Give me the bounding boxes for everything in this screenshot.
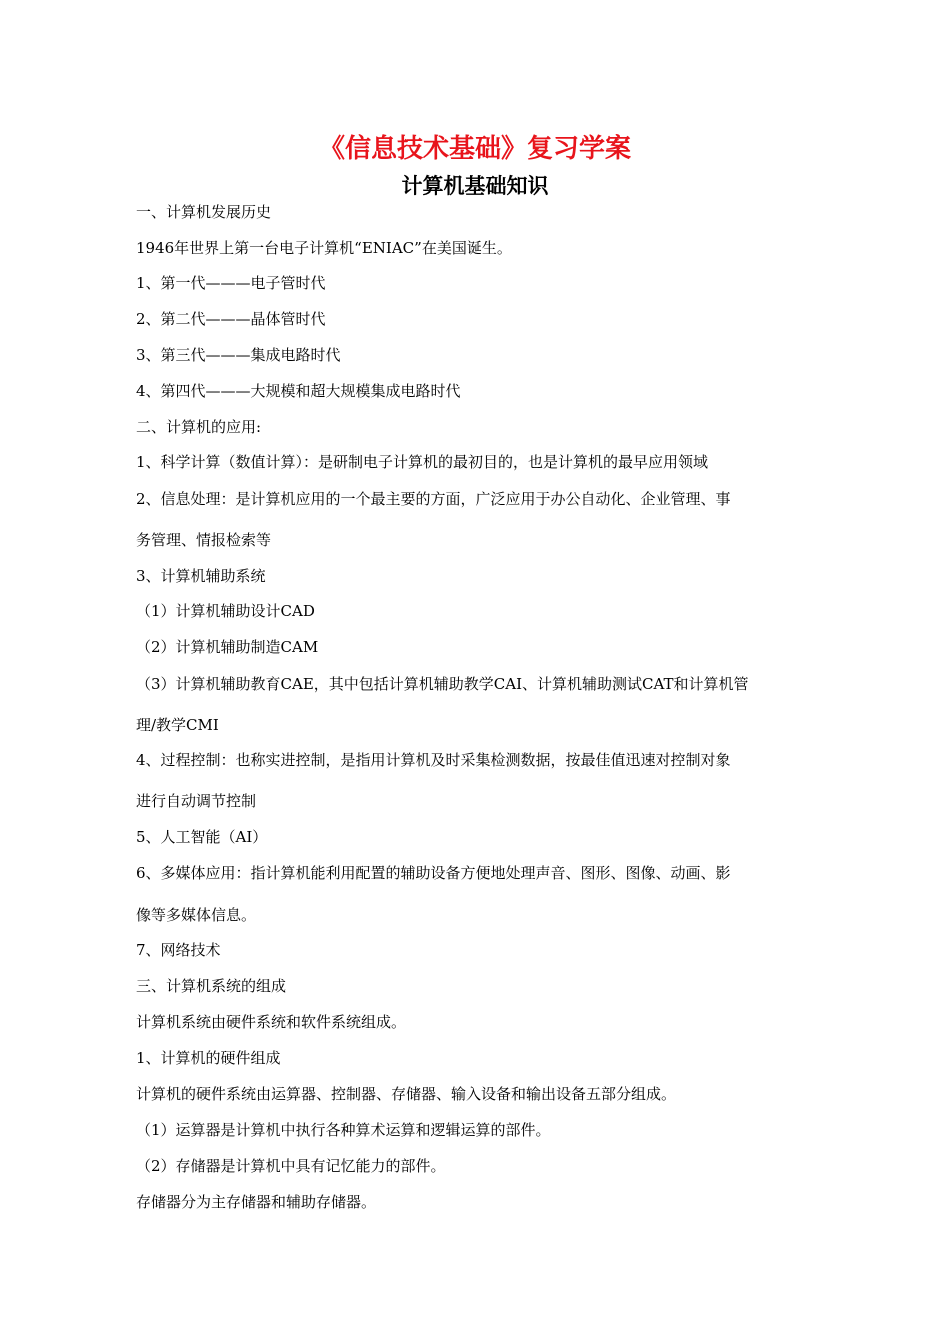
list-item-hardware: 1、计算机的硬件组成: [136, 1049, 281, 1067]
section-heading-system-composition: 三、计算机系统的组成: [136, 977, 287, 995]
list-item-gen-3: 3、第三代———集成电路时代: [136, 346, 341, 364]
list-item-gen-2: 2、第二代———晶体管时代: [136, 310, 326, 328]
list-item-gen-1: 1、第一代———电子管时代: [136, 274, 326, 292]
list-item-scientific-computing: 1、科学计算（数值计算）：是研制电子计算机的最初目的，也是计算机的最早应用领域: [136, 453, 709, 471]
paragraph-system-composition: 计算机系统由硬件系统和软件系统组成。: [136, 1013, 407, 1031]
list-item-multimedia-cont: 像等多媒体信息。: [136, 906, 257, 924]
sub-item-memory: （2）存储器是计算机中具有记忆能力的部件。: [136, 1157, 446, 1175]
paragraph-hardware-components: 计算机的硬件系统由运算器、控制器、存储器、输入设备和输出设备五部分组成。: [136, 1085, 677, 1103]
list-item-information-processing-cont: 务管理、情报检索等: [136, 531, 272, 549]
list-item-process-control: 4、过程控制：也称实进控制，是指用计算机及时采集检测数据，按最佳值迅速对控制对象: [136, 751, 731, 769]
sub-item-cae: （3）计算机辅助教育CAE，其中包括计算机辅助教学CAI、计算机辅助测试CAT和计算机管: [136, 675, 749, 693]
sub-item-cam: （2）计算机辅助制造CAM: [136, 638, 319, 656]
list-item-multimedia: 6、多媒体应用：指计算机能利用配置的辅助设备方便地处理声音、图形、图像、动画、影: [136, 864, 731, 882]
section-heading-applications: 二、计算机的应用:: [136, 418, 262, 436]
paragraph-memory-types: 存储器分为主存储器和辅助存储器。: [136, 1193, 377, 1211]
list-item-network: 7、网络技术: [136, 941, 221, 959]
section-heading-history: 一、计算机发展历史: [136, 203, 272, 221]
list-item-process-control-cont: 进行自动调节控制: [136, 792, 257, 810]
list-item-ai: 5、人工智能（AI）: [136, 828, 268, 846]
paragraph-eniac: 1946年世界上第一台电子计算机“ENIAC”在美国诞生。: [136, 239, 512, 257]
list-item-information-processing: 2、信息处理：是计算机应用的一个最主要的方面，广泛应用于办公自动化、企业管理、事: [136, 490, 731, 508]
sub-item-cae-cont: 理/教学CMI: [136, 716, 219, 734]
sub-item-cad: （1）计算机辅助设计CAD: [136, 602, 315, 620]
list-item-computer-aided-systems: 3、计算机辅助系统: [136, 567, 266, 585]
document-subtitle: 计算机基础知识: [401, 174, 549, 198]
list-item-gen-4: 4、第四代———大规模和超大规模集成电路时代: [136, 382, 461, 400]
document-title: 《信息技术基础》复习学案: [318, 134, 631, 164]
sub-item-alu: （1）运算器是计算机中执行各种算术运算和逻辑运算的部件。: [136, 1121, 551, 1139]
